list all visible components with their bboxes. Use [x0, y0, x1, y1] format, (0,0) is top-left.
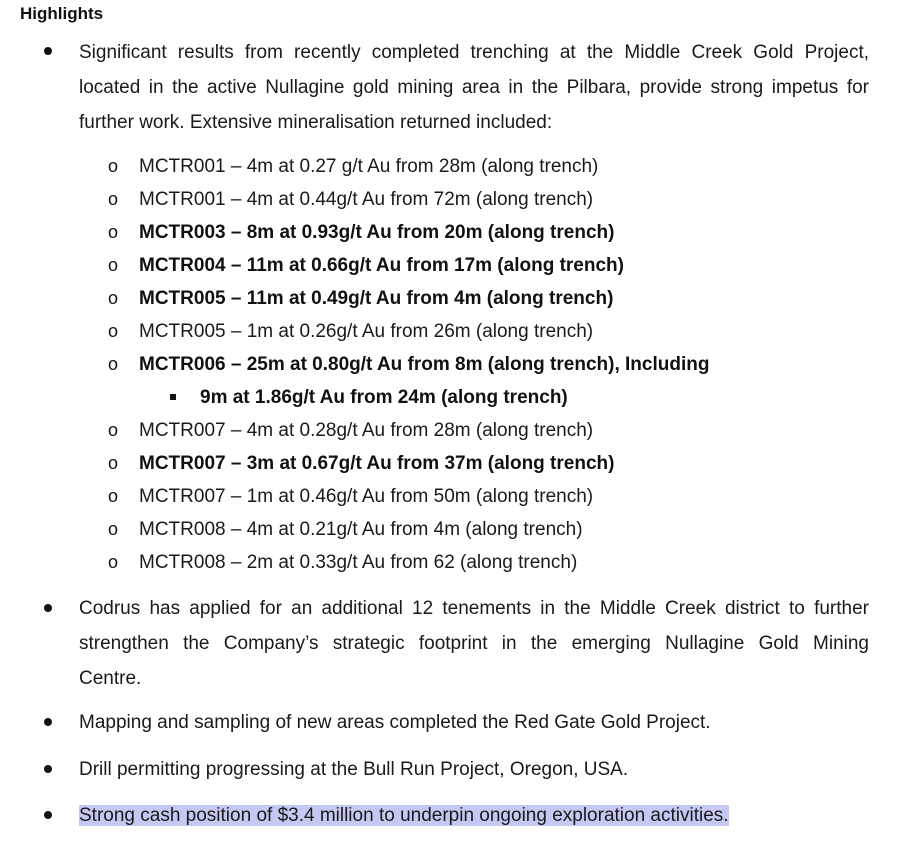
bullet-dot — [44, 718, 54, 728]
result-text: MCTR007 – 1m at 0.46g/t Au from 50m (along trench) — [139, 486, 594, 507]
circle-bullet-icon: o — [108, 189, 119, 209]
bullet-paragraph-tenements — [79, 591, 869, 696]
result-text: MCTR001 – 4m at 0.27 g/t Au from 28m (along trench) — [139, 156, 599, 177]
paragraph-line: Centre. — [79, 668, 142, 689]
square-bullet-icon — [170, 394, 176, 400]
circle-bullet-icon: o — [108, 486, 119, 506]
circle-bullet-icon: o — [108, 156, 119, 176]
circle-bullet-icon: o — [108, 354, 119, 374]
bullet-dot — [44, 604, 54, 614]
result-text: MCTR001 – 4m at 0.44g/t Au from 72m (along trench) — [139, 189, 594, 210]
paragraph-line: Codrus has applied for an additional 12 tenements in the Middle Creek district to further — [79, 598, 869, 619]
bullet-paragraph-permitting: Drill permitting progressing at the Bull Run Project, Oregon, USA. — [79, 759, 629, 780]
bullet-dot — [44, 47, 54, 57]
result-text: MCTR006 – 25m at 0.80g/t Au from 8m (along trench), Including — [139, 354, 710, 375]
result-text: MCTR005 – 1m at 0.26g/t Au from 26m (along trench) — [139, 321, 594, 342]
paragraph-line: Significant results from recently completed trenching at the Middle Creek Gold Project, — [79, 42, 869, 63]
circle-bullet-icon: o — [108, 519, 119, 539]
circle-bullet-icon: o — [108, 552, 119, 572]
result-text: MCTR007 – 3m at 0.67g/t Au from 37m (along trench) — [139, 453, 615, 474]
bullet-dot — [44, 811, 54, 821]
result-text: MCTR008 – 2m at 0.33g/t Au from 62 (along trench) — [139, 552, 578, 573]
bullet-paragraph-trenching — [79, 35, 869, 140]
bullet-dot — [44, 765, 54, 775]
result-text: 9m at 1.86g/t Au from 24m (along trench) — [200, 387, 568, 408]
highlights-heading: Highlights — [20, 4, 104, 23]
circle-bullet-icon: o — [108, 255, 119, 275]
circle-bullet-icon: o — [108, 222, 119, 242]
bullet-paragraph-cash[interactable] — [79, 798, 869, 833]
circle-bullet-icon: o — [108, 453, 119, 473]
result-text: MCTR008 – 4m at 0.21g/t Au from 4m (along trench) — [139, 519, 583, 540]
result-text: MCTR005 – 11m at 0.49g/t Au from 4m (along trench) — [139, 288, 614, 309]
bullet-paragraph-mapping: Mapping and sampling of new areas completed the Red Gate Gold Project. — [79, 712, 711, 733]
selected-text-highlight[interactable]: Strong cash position of $3.4 million to underpin ongoing exploration activities. — [79, 805, 729, 826]
paragraph-line: located in the active Nullagine gold mining area in the Pilbara, provide strong impetus for — [79, 77, 869, 98]
result-text: MCTR004 – 11m at 0.66g/t Au from 17m (along trench) — [139, 255, 624, 276]
result-text: MCTR003 – 8m at 0.93g/t Au from 20m (along trench) — [139, 222, 615, 243]
paragraph-line: further work. Extensive mineralisation returned included: — [79, 112, 553, 133]
circle-bullet-icon: o — [108, 321, 119, 341]
result-text: MCTR007 – 4m at 0.28g/t Au from 28m (along trench) — [139, 420, 594, 441]
circle-bullet-icon: o — [108, 288, 119, 308]
paragraph-line: strengthen the Company’s strategic footprint in the emerging Nullagine Gold Mining — [79, 633, 869, 654]
circle-bullet-icon: o — [108, 420, 119, 440]
